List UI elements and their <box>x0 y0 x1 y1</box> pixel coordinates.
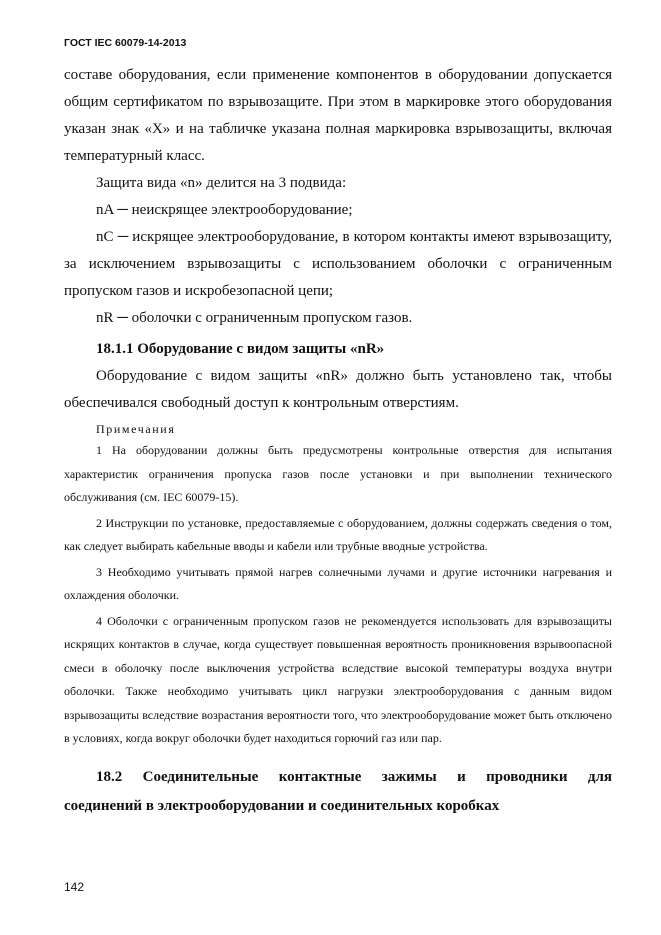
paragraph-nc: nC ─ искрящее электрооборудование, в котором контакты имеют взрывозащиту, за исключением взрывозащиты с использованием оболочки с ограниченным пропуском газов и искробезопасной цепи; <box>64 229 612 299</box>
section-title-word: Соединительные <box>142 768 259 785</box>
section-heading-line2: соединений в электрооборудовании и соединительных коробках <box>64 797 500 814</box>
section-title-word: контактные <box>278 768 362 785</box>
notes-title: Примечания <box>96 422 176 436</box>
note-item: 3 Необходимо учитывать прямой нагрев солнечными лучами и другие источники нагревания и охлаждения оболочки. <box>64 564 612 602</box>
document-header: ГОСТ IEC 60079-14-2013 <box>64 37 187 49</box>
paragraph-nr: nR ─ оболочки с ограниченным пропуском газов. <box>96 310 413 326</box>
subsection-heading: 18.1.1 Оборудование с видом защиты «nR» <box>96 341 385 357</box>
page-number: 142 <box>64 880 85 894</box>
section-title-word: для <box>587 768 612 785</box>
paragraph-subtypes-intro: Защита вида «n» делится на 3 подвида: <box>96 175 347 191</box>
note-item: 1 На оборудовании должны быть предусмотрены контрольные отверстия для испытания характеристик ограничения пропуска газов после установки и при выполнении технического обслуживания (см. IEC 60079-15). <box>64 443 612 504</box>
paragraph-continuation: составе оборудования, если применение компонентов в оборудовании допускается общим сертификатом по взрывозащите. При этом в маркировке этого оборудования указан знак «X» и на табличке указана полная маркировка взрывозащиты, включая температурный класс. <box>64 67 612 164</box>
note-item: 2 Инструкции по установке, предоставляемые с оборудованием, должны содержать сведения о том, как следует выбирать кабельные вводы и кабели или трубные вводные устройства. <box>64 515 612 553</box>
section-number: 18.2 <box>96 768 123 785</box>
section-title-word: проводники <box>486 768 568 785</box>
section-title-word: зажимы <box>381 768 437 785</box>
section-heading <box>64 763 612 821</box>
section-heading-line1 <box>64 763 612 792</box>
note-item: 4 Оболочки с ограниченным пропуском газов не рекомендуется использовать для взрывозащиты искрящих контактов в случае, когда существует повышенная вероятность проникновения взрывоопасной смеси в оболочку после выключения устройства вследствие высокой температуры воздуха внутри оболочки. Также необходимо учитывать цикл нагрузки электрооборудования с данным видом взрывозащиты вследствие возрастания вероятности того, что электрооборудование может быть отключено в условиях, когда вокруг оболочки будет находиться горючий газ или пар. <box>64 613 612 745</box>
section-title-word: и <box>457 768 466 785</box>
subsection-text: Оборудование с видом защиты «nR» должно быть установлено так, чтобы обеспечивался свободный доступ к контрольным отверстиям. <box>64 368 612 411</box>
page-body <box>64 62 612 821</box>
paragraph-na: nA ─ неискрящее электрооборудование; <box>96 202 353 218</box>
